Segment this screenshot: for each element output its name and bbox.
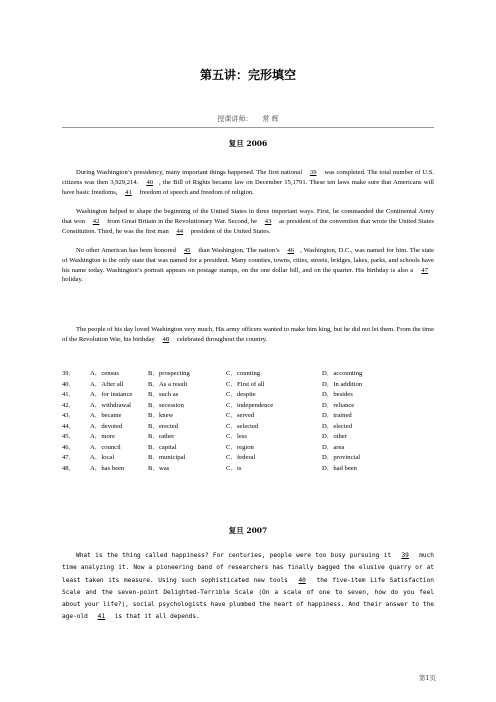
option-a: A．became (90, 412, 122, 419)
blank-41: 41 (97, 613, 105, 621)
section-title-2007: 复旦 2007 (228, 526, 268, 535)
option-b: B．such as (148, 391, 179, 398)
option-c: C．independence (226, 401, 274, 409)
option-b: B．secession (148, 401, 184, 409)
option-a: A．withdrawal (90, 401, 132, 409)
option-a: A．has been (90, 464, 125, 472)
paragraph-3 (62, 246, 434, 285)
question-number: 42． (62, 401, 76, 409)
option-b: B．erected (148, 422, 179, 430)
text: During Washington’s presidency, many important things happened. The first national (76, 169, 303, 176)
text: What is the thing called happiness? For centuries, people were too busy pursuing it (76, 552, 392, 559)
option-row-43 (62, 409, 434, 420)
text: than Washington. The nation’s (198, 247, 280, 254)
option-row-40 (62, 378, 434, 389)
paragraph-2007 (62, 550, 434, 624)
blank-42: 42 (92, 217, 100, 225)
option-d: D．other (322, 433, 347, 440)
option-row-41 (62, 388, 434, 399)
option-a: A．council (90, 443, 121, 451)
option-c: C．federal (226, 454, 256, 461)
option-row-39 (62, 367, 434, 378)
blank-41: 41 (125, 188, 132, 196)
option-d: D．trained (322, 412, 352, 419)
text: from Great Britain in the Revolutionary War. Second, he (107, 217, 258, 225)
page-title: 第五讲：完形填空 (199, 68, 296, 82)
option-row-48 (62, 462, 434, 473)
option-b: B．capital (148, 443, 177, 451)
question-number: 45． (62, 433, 76, 440)
section-title-2006: 复旦 2006 (228, 139, 268, 148)
option-d: D．had been (322, 464, 357, 472)
paragraph-1 (62, 168, 434, 197)
question-number: 47． (62, 454, 76, 461)
text: much time analyzing it. Now a pioneering band of researchers has finally bagged the elusive quarry or at least taken its measure. Using such sophisticated new tools (62, 552, 434, 584)
option-d: D．elected (322, 422, 353, 430)
option-c: C．selected (226, 422, 259, 430)
page-number: 第1页 (418, 674, 436, 682)
blank-39: 39 (401, 552, 409, 559)
blank-43: 43 (264, 217, 272, 225)
option-row-42 (62, 399, 434, 410)
blank-40: 40 (146, 178, 154, 186)
blank-46: 46 (287, 247, 295, 254)
question-number: 46． (62, 443, 76, 451)
text: , the Bill of Rights became law on December 15,1791. These ten laws make sure that Americans will have basic freedoms, (62, 178, 434, 196)
option-a: A．census (90, 370, 119, 377)
text: holiday. (62, 276, 83, 284)
text: celebrated throughout the country. (176, 335, 268, 343)
blank-39: 39 (309, 169, 317, 176)
option-c: C．counting (226, 370, 261, 377)
option-row-46 (62, 441, 434, 452)
lecturer-name: 常 辉 (262, 115, 279, 123)
text: Washington helped to shape the beginning of the United States in three important ways. First, he commanded the Continental Army that won (62, 208, 434, 225)
option-b: B．knew (148, 412, 174, 419)
option-d: D．provincial (322, 454, 361, 461)
header-divider (62, 127, 434, 128)
option-c: C．is (226, 464, 242, 472)
option-c: C．less (226, 433, 247, 440)
question-number: 43． (62, 412, 76, 419)
option-c: C．region (226, 443, 254, 451)
option-d: D．area (322, 443, 345, 451)
blank-40: 40 (298, 576, 306, 584)
option-d: D．In addition (322, 380, 363, 388)
option-b: B．municipal (148, 454, 186, 461)
question-number: 39． (62, 370, 76, 377)
option-b: B．As a result (148, 380, 188, 388)
options-table (62, 367, 434, 472)
option-b: B．rather (148, 433, 175, 440)
text: No other American has been honored (76, 247, 176, 254)
text: freedom of speech and freedom of religion. (139, 188, 254, 196)
text: president of the United States. (190, 227, 271, 235)
option-row-44 (62, 420, 434, 431)
lecturer-line (0, 114, 496, 124)
question-number: 48． (62, 464, 76, 472)
text: was completed. The total number of U.S. citizens was then 3,929,214. (62, 169, 435, 186)
option-row-47 (62, 451, 434, 462)
blank-45: 45 (183, 247, 191, 254)
text: is that it all depends. (114, 613, 200, 621)
option-c: C．served (226, 412, 255, 419)
option-d: D．reliance (322, 401, 355, 409)
text: as president of the convention that wrote the United States Constitution. Third, he was the first man (62, 217, 434, 235)
option-a: A．After all (90, 380, 124, 388)
blank-44: 44 (176, 227, 184, 235)
option-b: B．prospecting (148, 370, 190, 377)
text: The people of his day loved Washington very much, His army officers wanted to make him king, but he did not let them. From the time of the Revolution War, his birthday (62, 326, 434, 343)
option-a: A．for instance (90, 391, 133, 398)
paragraph-2 (62, 207, 434, 236)
option-c: C．despite (226, 391, 256, 398)
question-number: 44． (62, 422, 76, 430)
option-d: D．accounting (322, 370, 363, 377)
option-c: C．First of all (226, 380, 265, 388)
option-d: D．besides (322, 391, 353, 398)
option-a: A．more (90, 433, 115, 440)
text: the five-item Life Satisfaction Scale and the seven-point Delighted-Terrible Scale (On a scale of one to seven, how do you feel about your life?), social psychologists have plumbed the heart of happiness. And their answer to the age-old (62, 576, 434, 621)
option-a: A．devoted (90, 422, 123, 430)
paragraph-4 (62, 325, 434, 345)
blank-48: 48 (162, 335, 170, 343)
option-row-45 (62, 430, 434, 441)
blank-47: 47 (421, 266, 428, 274)
question-number: 40． (62, 380, 76, 388)
lecturer-label: 授课讲师： (217, 115, 253, 123)
option-a: A．local (90, 454, 115, 461)
text: , Washington, D.C., was named for him. The state of Washington is the only state that was named for a president. Many counties, towns, cities, streets, bridges, lakes, parks, and schools have his name today. Washington’s portrait appears on postage stamps, on the one dollar bill, and on the quarter. His birthday is also a (62, 247, 434, 274)
option-b: B．was (148, 464, 170, 472)
question-number: 41． (62, 391, 76, 398)
